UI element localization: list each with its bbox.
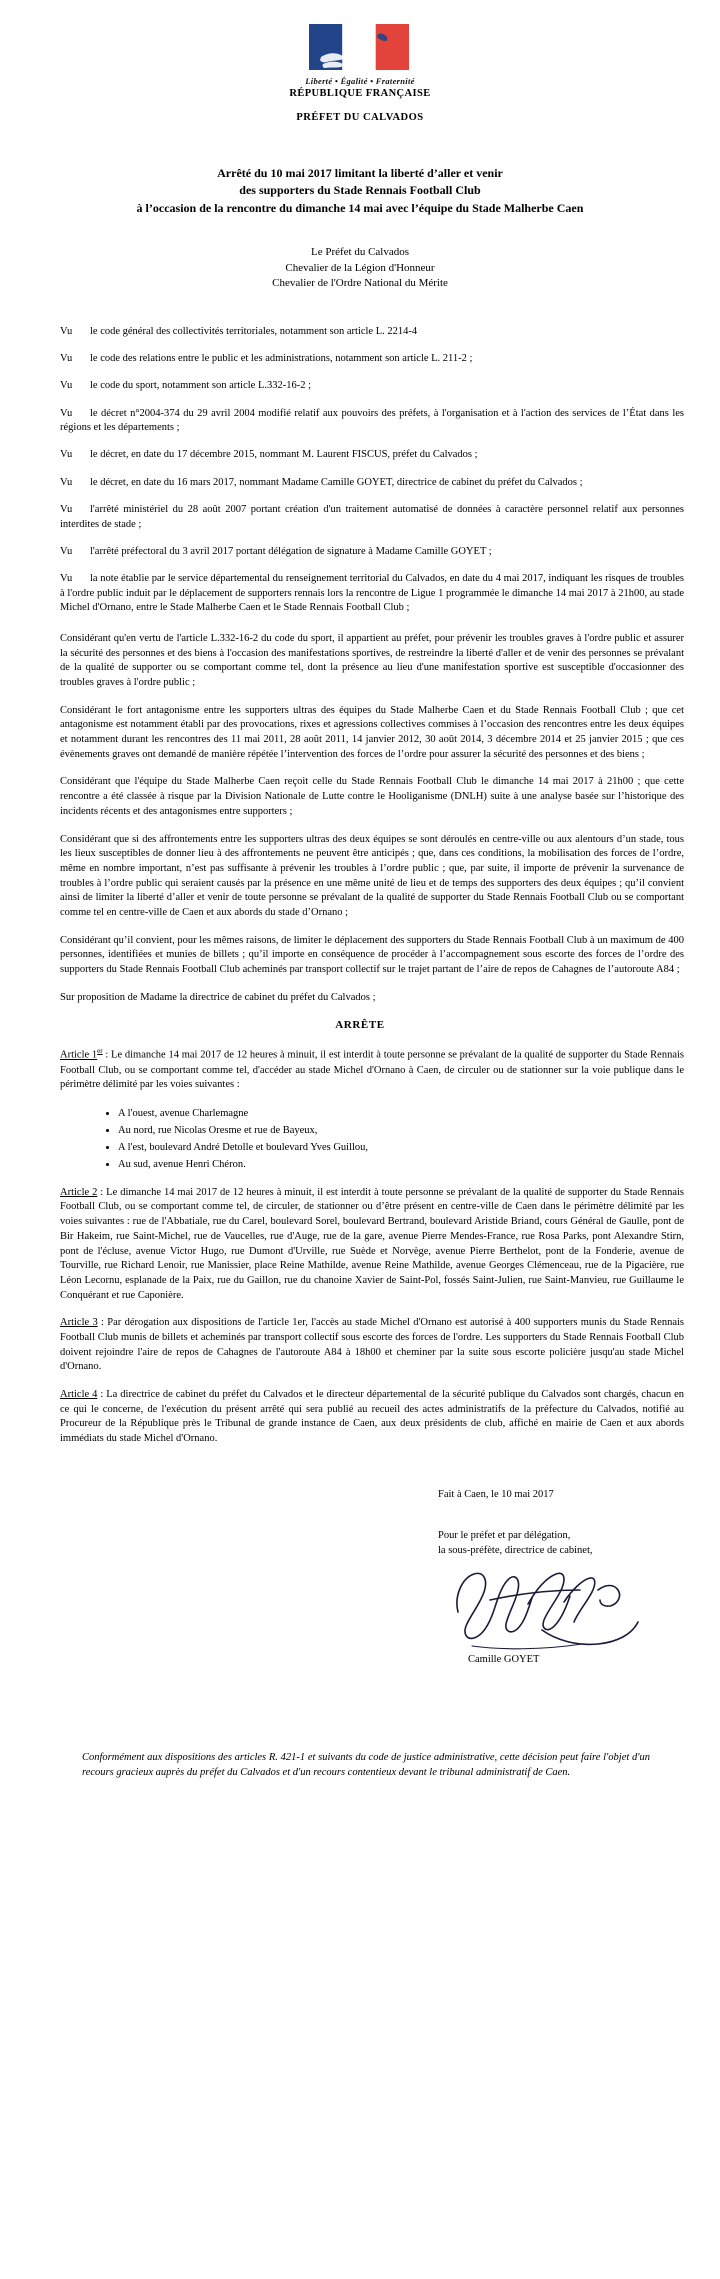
perimeter-item: • Au nord, rue Nicolas Oresme et rue de Bayeux,	[118, 1123, 684, 1139]
vu-clause-text: la note établie par le service départemental du renseignement territorial du Calvados, en date du 4 mai 2017, indiquant les risques de troubles à l'ordre public induit par le déplacement de supporters rennais lors la rencontre de Ligue 1 programmée le dimanche 14 mai 2017 à 21h00, au stade Michel d'Ornano, entre le Stade Malherbe Caen et le Stade Rennais Football Club ;	[60, 572, 684, 614]
vu-clause	[60, 325, 684, 340]
quality-line-1: Le Préfet du Calvados	[310, 246, 410, 259]
article-1-separator: :	[102, 1049, 112, 1061]
title-line-1: Arrêté du 10 mai 2017 limitant la liberté d’aller et venir	[217, 166, 503, 180]
considerant-paragraph: Considérant le fort antagonisme entre les supporters ultras des équipes du Stade Malherbe Caen et du Stade Rennais Football Club ; que cet antagonisme est notamment établi par des provocations, rixes et agressions collectives commises à l’occasion des rencontres entre les deux équipes et notamment durant les rencontres des 11 mai 2011, 28 août 2011, 14 janvier 2012, 30 août 2014, 3 décembre 2014 et 25 janvier 2015 ; que ces évènements graves ont demandé de manière répétée l’intervention des forces de l’ordre pour assurer la sécurité des personnes et des biens ;	[60, 704, 684, 760]
vu-clause	[60, 407, 684, 436]
appeal-notice: Conformément aux dispositions des articles R. 421-1 et suivants du code de justice administrative, cette décision peut faire l'objet d'un recours gracieux auprès du préfet du Calvados et d'un recours contentieux devant le tribunal administratif de Caen.	[82, 1751, 650, 1778]
signature-block	[30, 1487, 690, 1677]
vu-keyword: Vu	[60, 572, 73, 584]
document-header	[30, 24, 690, 123]
vu-clauses-list	[30, 325, 690, 616]
article-1-label: Article 1	[60, 1049, 98, 1061]
handwritten-signature	[432, 1560, 684, 1652]
vu-clause	[60, 379, 684, 394]
article-1-label-sup: er	[97, 1047, 103, 1056]
signatory-qualities	[30, 245, 690, 292]
considerant-paragraph: Considérant qu’il convient, pour les mêmes raisons, de limiter le déplacement des supporters du Stade Rennais Football Club à un maximum de 400 personnes, identifiées et munies de billets ; qu’il importe en conséquence de procéder à l’accompagnement sous escorte des forces de l’ordre des supporters du Stade Rennais Football Club acheminés par transport collectif sur le trajet partant de l’aire de repos de Cahagnes de l’autoroute A84 ;	[60, 934, 684, 975]
vu-clause-text: le décret, en date du 17 décembre 2015, nommant M. Laurent FISCUS, préfet du Calvados ;	[90, 449, 478, 461]
vu-clause	[60, 503, 684, 532]
republique-francaise-label: RÉPUBLIQUE FRANÇAISE	[289, 88, 431, 99]
devise-republique: Liberté • Égalité • Fraternité	[305, 76, 415, 86]
vu-clause-text: le code général des collectivités territoriales, notamment son article L. 2214-4	[90, 326, 418, 337]
prefecture-label: PRÉFET DU CALVADOS	[296, 112, 424, 123]
vu-keyword: Vu	[60, 545, 73, 557]
article-1	[60, 1047, 684, 1093]
perimeter-item: • Au sud, avenue Henri Chéron.	[118, 1157, 684, 1173]
perimeter-item: • A l'ouest, avenue Charlemagne	[118, 1106, 684, 1122]
vu-clause	[60, 448, 684, 463]
arrete-keyword: ARRÊTE	[335, 1019, 385, 1032]
article-4-separator: :	[97, 1389, 107, 1400]
article-3-text: Par dérogation aux dispositions de l'article 1er, l'accès au stade Michel d'Ornano est autorisé à 400 supporters munis du Stade Rennais Football Club munis de billets et acheminés par transport collectif sous escorte des forces de l'ordre. Les supporters du Stade Rennais Football Club doivent rejoindre l'aire de repos de Cahagnes de l'autoroute A84 à 18h00 et cheminer par la suite sous escorte policière jusqu'au stade Michel d'Ornano.	[60, 1317, 685, 1373]
considerant-paragraph: Considérant que l'équipe du Stade Malherbe Caen reçoit celle du Stade Rennais Football Club le dimanche 14 mai 2017 à 21h00 ; que cette rencontre a été classée à risque par la Division Nationale de Lutte contre le Hooliganisme (DNLH) suite à une analyse basée sur l’historique des incidents récents et des antagonismes entre supporters ;	[60, 776, 684, 817]
perimeter-item: • A l'est, boulevard André Detolle et boulevard Yves Guillou,	[118, 1140, 684, 1156]
vu-clause-text: le décret n°2004-374 du 29 avril 2004 modifié relatif aux pouvoirs des préfets, à l'organisation et à l'action des services de l’État dans les régions et les départements ;	[60, 407, 684, 434]
marianne-logo	[309, 24, 411, 70]
article-2-text: Le dimanche 14 mai 2017 de 12 heures à minuit, il est interdit à toute personne se prévalant de la qualité de supporter du Stade Rennais Football Club, ou se comportant comme tel, de circuler, de stationner ou d’être présent en centre-ville de Caen dans le périmètre délimité par les voies suivantes : rue de l'Abbatiale, rue du Carel, boulevard Sorel, boulevard Bertrand, boulevard Aristide Briand, cours Général de Gaulle, pont de Bir Hakeim, rue Saint-Michel, rue de Vaucelles, rue d'Auge, rue de la gare, avenue Pierre Mendes-France, rue Rosa Parks, pont Alexandre Stirn, pont de l'écluse, avenue Victor Hugo, rue Dumont d'Urville, rue Suède et Norvège, avenue Pierre Berthelot, pont de la Fonderie, avenue de Tourville, rue Richard Lenoir, rue Manissier, place Reine Mathilde, avenue Reine Mathilde, avenue Georges Clémenceau, rue de la Pigacière, rue Léon Lecornu, esplanade de la Paix, rue du Gaillon, rue du chanoine Xavier de Saint-Pol, fossés Saint-Julien, rue Saint-Manvieu, rue Guillaume le Conquérant et rue Caponière.	[60, 1186, 684, 1301]
signature-inner	[438, 1487, 684, 1668]
vu-clause	[60, 572, 684, 616]
article-3-separator: :	[97, 1317, 108, 1329]
vu-clause-text: le code des relations entre le public et les administrations, notamment son article L. 211-2 ;	[90, 353, 473, 365]
article-4-text: La directrice de cabinet du préfet du Calvados et le directeur départemental de la sécurité publique du Calvados sont chargés, chacun en ce qui le concerne, de l'exécution du présent arrêté qui sera publié au recueil des actes administratifs de la préfecture du Calvados, notifié au Procureur de la République près le Tribunal de grande instance de Caen, aux deux présidents de club, affiché en mairie de Caen et aux abords immédiats du stade Michel d'Ornano.	[60, 1389, 685, 1445]
article-2	[60, 1186, 684, 1304]
signature-delegation-line: Pour le préfet et par délégation,	[438, 1529, 571, 1541]
vu-clause-text: le code du sport, notamment son article L.332-16-2 ;	[90, 380, 312, 392]
article-1-text: Le dimanche 14 mai 2017 de 12 heures à minuit, il est interdit à toute personne se prévalant de la qualité de supporter du Stade Rennais Football Club, ou se comportant comme tel, d'accéder au stade Michel d'Ornano à Caen, de circuler ou de stationner sur la voie publique dans le périmètre délimité par les voies suivantes :	[60, 1049, 684, 1091]
vu-keyword: Vu	[60, 380, 73, 392]
article-3	[60, 1316, 684, 1375]
vu-keyword: Vu	[60, 476, 73, 488]
vu-clause-text: le décret, en date du 16 mars 2017, nommant Madame Camille GOYET, directrice de cabinet du préfet du Calvados ;	[90, 476, 583, 488]
considerant-paragraph: Considérant qu'en vertu de l'article L.332-16-2 du code du sport, il appartient au préfet, pour prévenir les troubles graves à l'ordre public et assurer la sécurité des personnes et des biens à l'occasion des manifestations sportives, de restreindre la liberté d'aller et de venir des personnes se prévalant de la qualité de supporter ou se comportant comme tel, dont la présence au lieu d'une manifestation sportive est susceptible d'occasionner des troubles graves à l'ordre public ;	[60, 632, 684, 688]
article-2-separator: :	[97, 1186, 107, 1198]
proposition-paragraph: Sur proposition de Madame la directrice de cabinet du préfet du Calvados ;	[60, 991, 376, 1003]
vu-clause	[60, 476, 684, 491]
article-1-perimeter-list	[60, 1106, 684, 1173]
article-4-label: Article 4	[60, 1389, 98, 1400]
considerant-paragraph: Considérant que si des affrontements entre les supporters ultras des deux équipes se sont déroulés en centre-ville ou aux alentours d’un stade, tous les lieux susceptibles de donner lieu à des affrontements ne peuvent être anticipés ; que, dans ces conditions, la mobilisation des forces de l’ordre, même en nombre important, n’est pas suffisante à prévenir les troubles à l’ordre public ; que, par suite, il importe de prévenir la survenance de troubles à l’ordre public qui seraient causés par la présence en une même unité de lieu et de temps des supporters des deux équipes ; qu’il convient ainsi de limiter la liberté d’aller et venir de toute personne se prévalant de la qualité de supporter du Stade Rennais Football Club ou se comportant comme tel en centre-ville de Caen et aux abords du stade d’Ornano ;	[60, 833, 684, 918]
vu-keyword: Vu	[60, 449, 73, 461]
article-4	[60, 1388, 684, 1447]
vu-clause	[60, 352, 684, 367]
vu-clause-text: l'arrêté ministériel du 28 août 2007 portant création d'un traitement automatisé de données à caractère personnel relatif aux personnes interdites de stade ;	[60, 503, 684, 530]
signature-place-date: Fait à Caen, le 10 mai 2017	[438, 1488, 554, 1500]
articles-section	[30, 1047, 690, 1446]
vu-clause-text: l'arrêté préfectoral du 3 avril 2017 portant délégation de signature à Madame Camille GOYET ;	[90, 545, 492, 557]
quality-line-2: Chevalier de la Légion d'Honneur	[285, 261, 435, 274]
vu-keyword: Vu	[60, 503, 73, 515]
article-2-label: Article 2	[60, 1186, 98, 1198]
signer-name: Camille GOYET	[468, 1654, 540, 1666]
article-3-label: Article 3	[60, 1317, 98, 1329]
signature-role-line: la sous-préfète, directrice de cabinet,	[438, 1545, 593, 1557]
title-line-3: à l’occasion de la rencontre du dimanche 14 mai avec l’équipe du Stade Malherbe Caen	[136, 200, 584, 215]
vu-clause	[60, 545, 684, 560]
considerants-list	[30, 632, 690, 1005]
vu-keyword: Vu	[60, 407, 73, 419]
vu-keyword: Vu	[60, 353, 73, 365]
title-line-2: des supporters du Stade Rennais Football Club	[239, 183, 481, 198]
vu-keyword: Vu	[60, 326, 73, 337]
document-title	[30, 165, 690, 217]
quality-line-3: Chevalier de l'Ordre National du Mérite	[272, 277, 448, 290]
